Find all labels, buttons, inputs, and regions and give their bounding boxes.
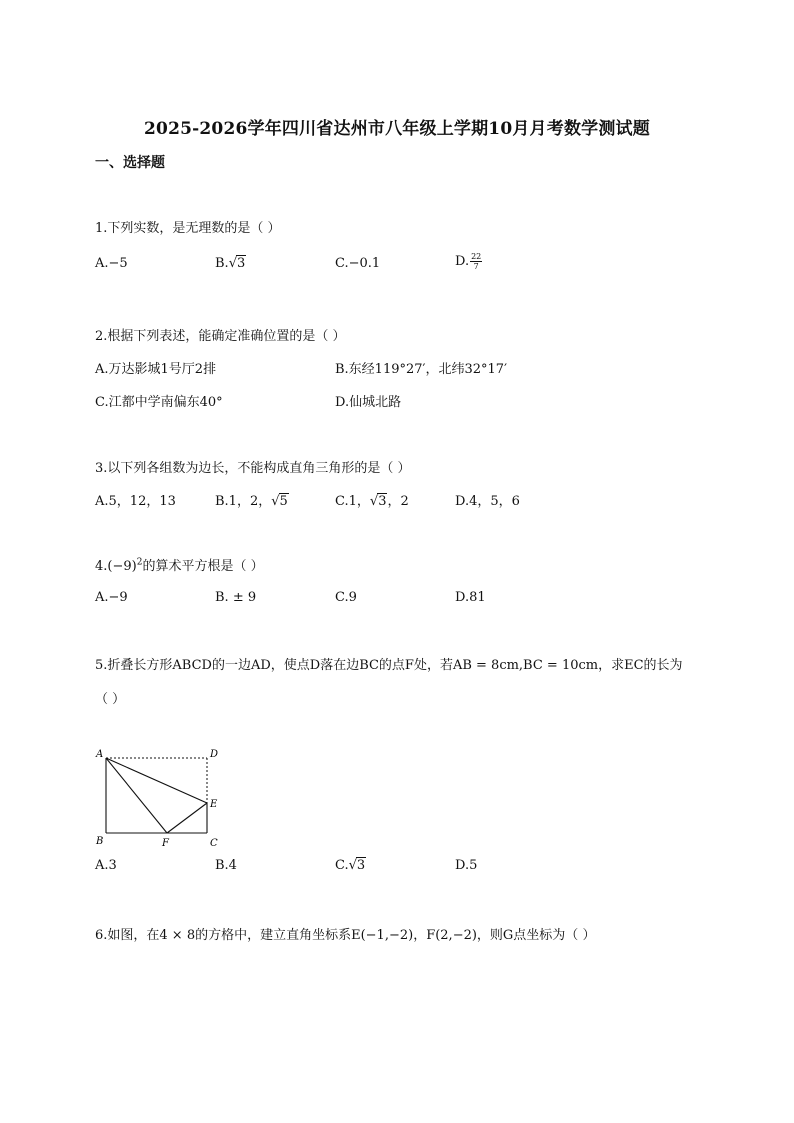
question-2-option-d: D.仙城北路 [335, 395, 402, 410]
question-3-option-d: D.4，5，6 [455, 494, 520, 509]
question-2-option-a: A.万达影城1号厅2排 [95, 362, 217, 377]
question-2-option-c: C.江都中学南偏东40° [95, 395, 223, 410]
question-4-stem: $4.(-9)^2$的算术平方根是（ ） [95, 557, 264, 574]
question-4-option-d: D.81 [455, 590, 486, 605]
segment-af [106, 758, 167, 833]
question-3-option-b: B.1，2，√5 [215, 494, 288, 509]
question-1-option-a: A.−5 [95, 256, 128, 271]
label-d: D [210, 749, 219, 760]
question-5-option-d: D.5 [455, 858, 478, 873]
label-a: A [96, 749, 104, 760]
question-4-option-a: A.−9 [95, 590, 128, 605]
question-2-option-b: B.东经119°27′，北纬32°17′ [335, 362, 508, 377]
folded-rectangle-figure [90, 740, 240, 852]
question-3-stem: 3.以下列各组数为边长，不能构成直角三角形的是（ ） [95, 461, 411, 476]
question-6-stem: 6.如图，在4 × 8的方格中，建立直角坐标系E(−1,−2)，F(2,−2)，则G点坐标为（ ） [95, 928, 596, 943]
question-1-option-b: B.√3 [215, 256, 246, 271]
question-4-option-c: C.9 [335, 590, 357, 605]
section-heading: 一、选择题 [95, 155, 165, 171]
question-2-stem: 2.根据下列表述，能确定准确位置的是（ ） [95, 329, 346, 344]
label-e: E [210, 799, 218, 810]
question-5-option-b: B.4 [215, 858, 237, 873]
question-1-stem: 1.下列实数，是无理数的是（ ） [95, 221, 281, 236]
label-c: C [210, 838, 218, 849]
question-1-option-c: C.−0.1 [335, 256, 381, 271]
question-5-stem: 5.折叠长方形ABCD的一边AD，使点D落在边BC的点F处，若AB = 8cm,BC = 10cm，求EC的长为 [95, 658, 683, 673]
question-5-option-a: A.3 [95, 858, 117, 873]
label-b: B [96, 836, 104, 847]
label-f: F [162, 838, 169, 849]
question-5-option-c: C.√3 [335, 858, 366, 873]
question-3-option-c: C.1，√3，2 [335, 494, 409, 509]
question-3-option-a: A.5，12，13 [95, 494, 176, 509]
question-1-option-d: D. $\frac{22}{7}$ [455, 252, 482, 271]
question-5-stem-line-2: （ ） [95, 692, 126, 707]
segment-ae [106, 758, 207, 803]
question-4-option-b: B. ± 9 [215, 590, 257, 605]
page-title: 2025-2026学年四川省达州市八年级上学期10月月考数学测试题 [144, 119, 650, 139]
segment-fe [167, 803, 207, 833]
